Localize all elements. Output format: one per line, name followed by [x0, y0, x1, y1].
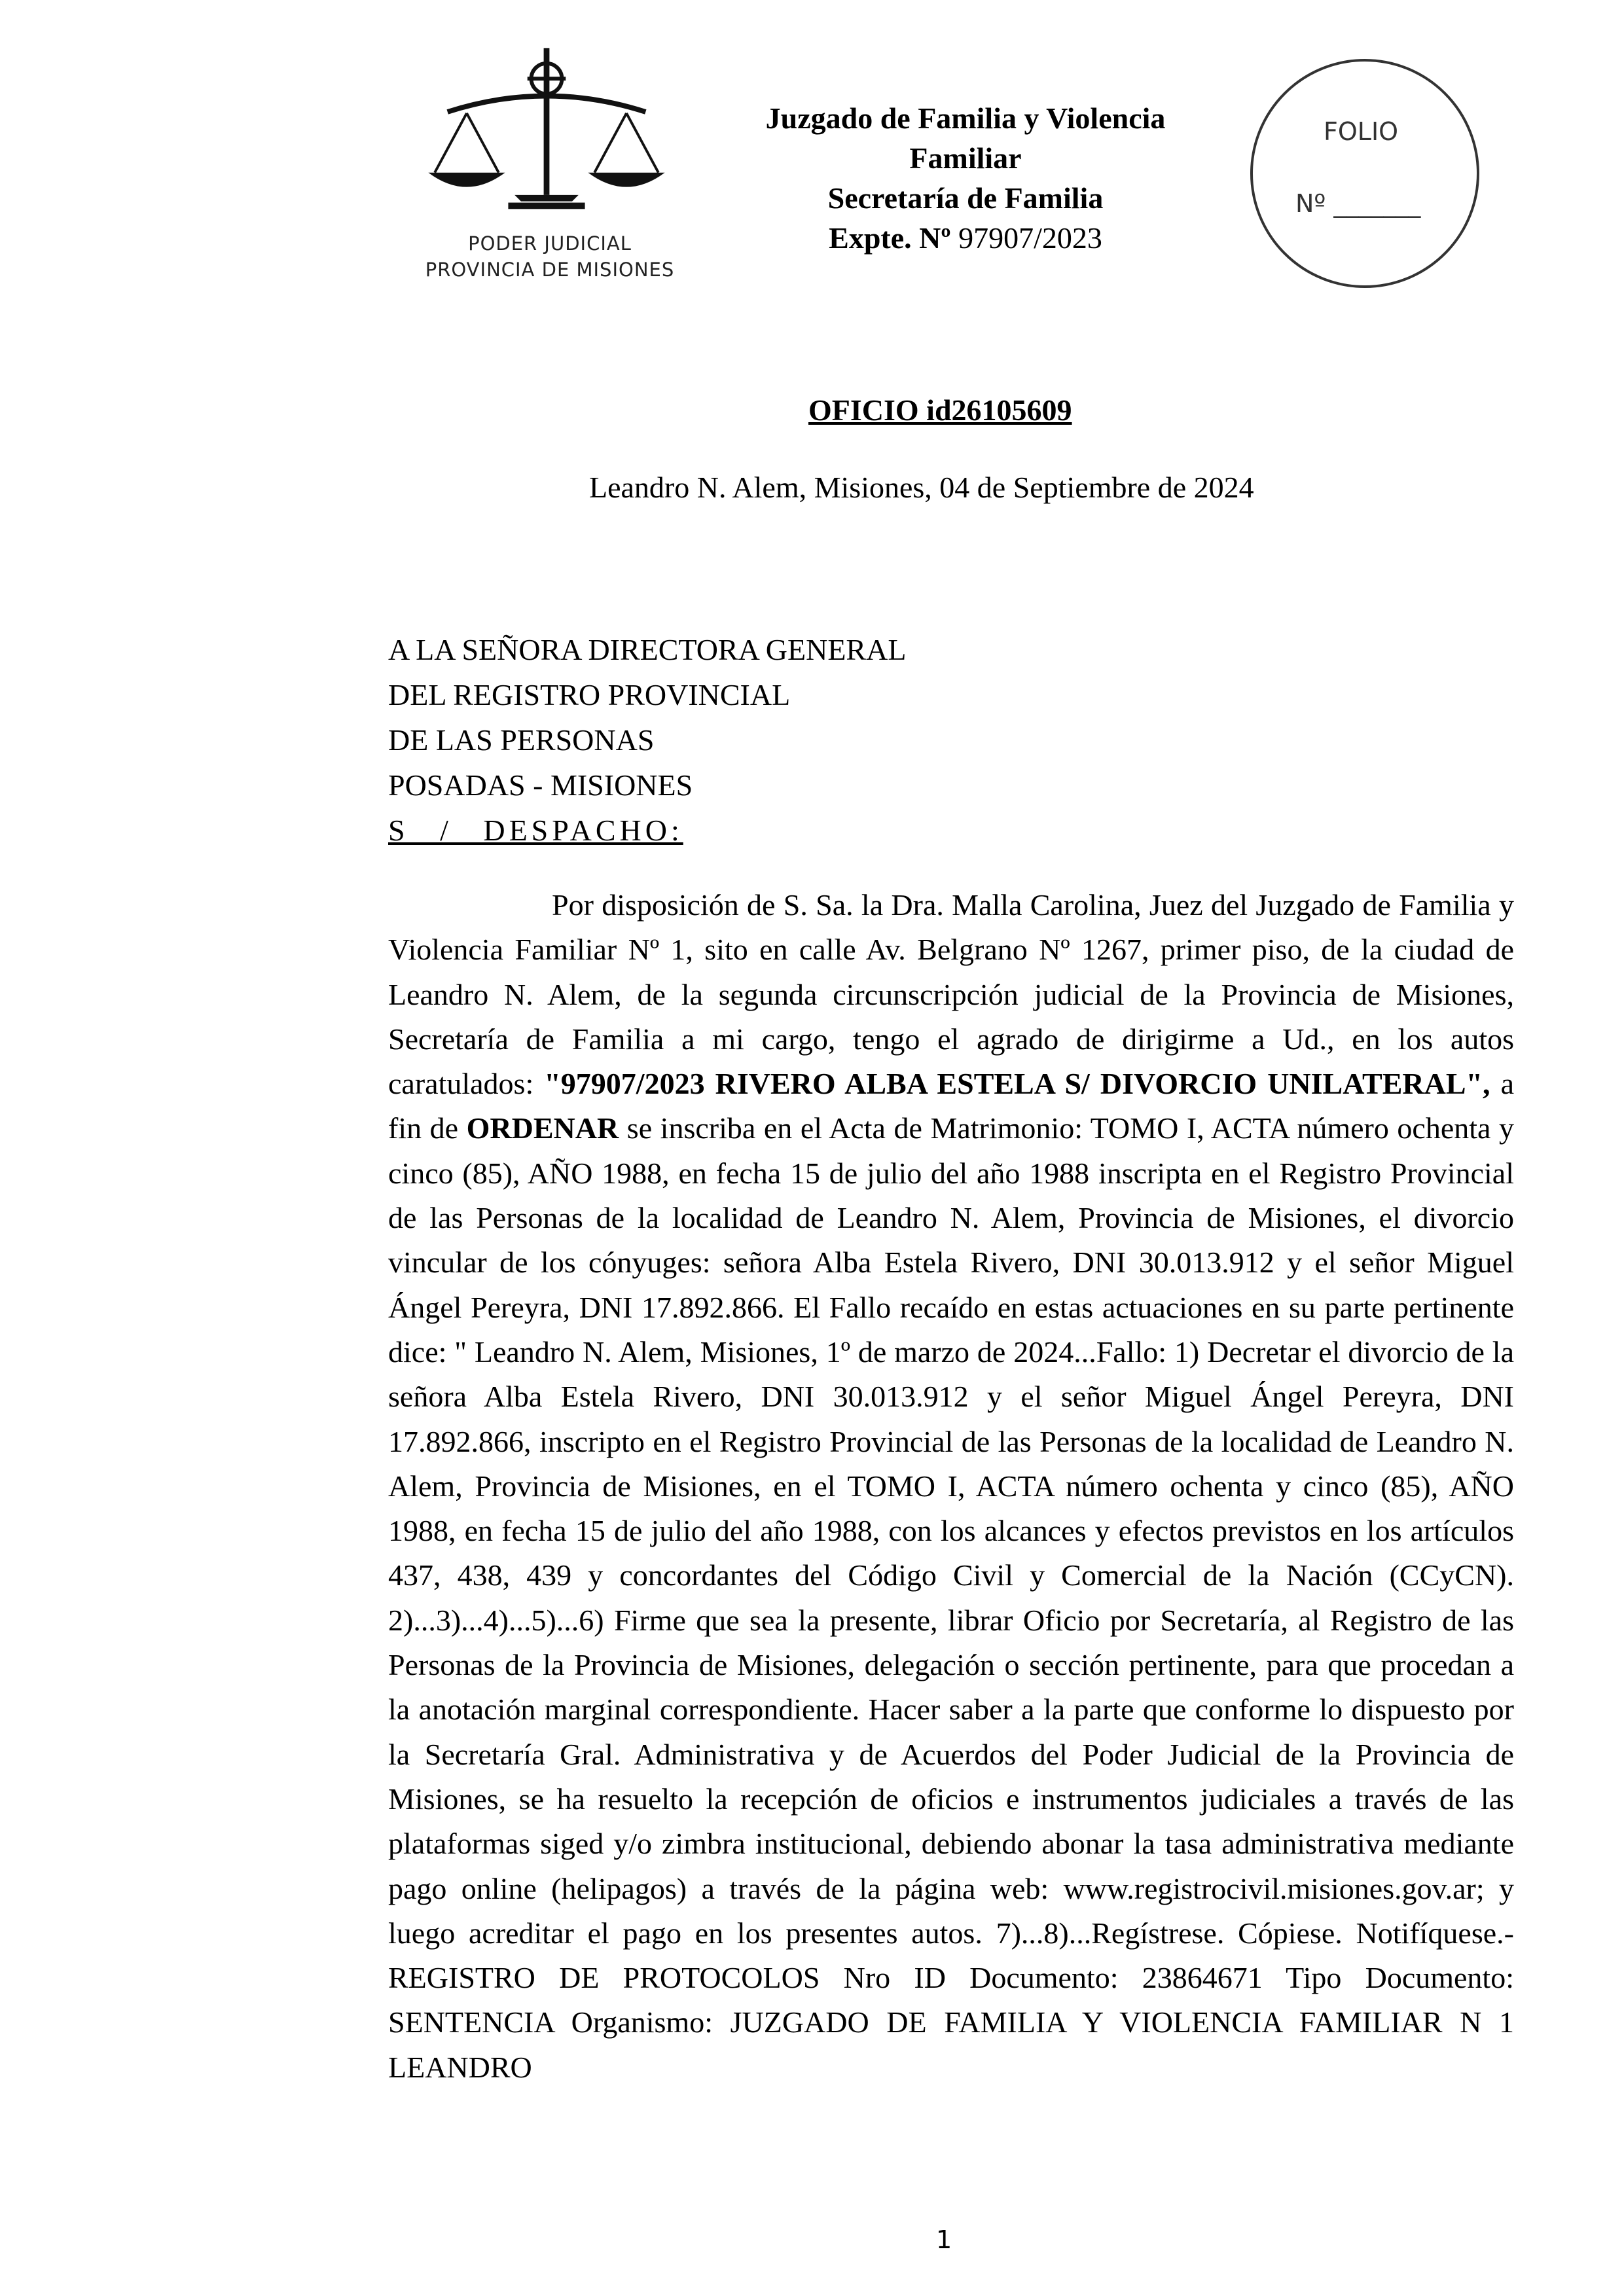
document-body	[388, 883, 1514, 2090]
order-word: ORDENAR	[466, 1111, 619, 1145]
case-title: "97907/2023 RIVERO ALBA ESTELA S/ DIVORCIO UNILATERAL",	[544, 1067, 1490, 1101]
despacho-line: S / DESPACHO:	[388, 814, 683, 847]
addressee-line: DEL REGISTRO PROVINCIAL	[388, 678, 791, 711]
folio-number-line: Nº _______	[1295, 189, 1421, 218]
place-date: Leandro N. Alem, Misiones, 04 de Septiembre de 2024	[589, 471, 1254, 504]
scales-of-justice-icon	[412, 39, 681, 236]
case-number-value: 97907/2023	[958, 221, 1102, 255]
case-number-label: Expte. Nº	[829, 221, 951, 255]
folio-stamp	[1250, 59, 1479, 288]
page-number: 1	[936, 2225, 952, 2254]
folio-label: FOLIO	[1324, 117, 1399, 146]
addressee-block	[388, 627, 906, 853]
logo-text-line1: PODER JUDICIAL	[468, 232, 632, 255]
addressee-line: DE LAS PERSONAS	[388, 723, 655, 757]
logo-text-line2: PROVINCIA DE MISIONES	[425, 259, 675, 281]
court-name-line1: Juzgado de Familia y Violencia	[765, 101, 1166, 135]
poder-judicial-logo	[412, 39, 681, 295]
court-heading	[687, 98, 1244, 258]
secretary-name: Secretaría de Familia	[827, 181, 1104, 215]
court-name-line2: Familiar	[909, 141, 1022, 175]
case-number-line	[687, 218, 1244, 258]
body-paragraph	[388, 883, 1514, 2090]
addressee-line: A LA SEÑORA DIRECTORA GENERAL	[388, 633, 907, 666]
body-main: se inscriba en el Acta de Matrimonio: TOMO I, ACTA número ochenta y cinco (85), AÑO 1988, en fecha 15 de julio del año 1988 inscripta en el Registro Provincial de las Personas de la localidad de Leandro N. Alem, Provincia de Misiones, el divorcio vincular de los cónyuges: señora Alba Estela Rivero, DNI 30.013.912 y el señor Miguel Ángel Pereyra, DNI 17.892.866. El Fallo recaído en estas actuaciones en su parte pertinente dice: " Leandro N. Alem, Misiones, 1º de marzo de 2024...Fallo: 1) Decretar el divorcio de la señora Alba Estela Rivero, DNI 30.013.912 y el señor Miguel Ángel Pereyra, DNI 17.892.866, inscripto en el Registro Provincial de las Personas de la localidad de Leandro N. Alem, Provincia de Misiones, en el TOMO I, ACTA número ochenta y cinco (85), AÑO 1988, en fecha 15 de julio del año 1988, con los alcances y efectos previstos en los artículos 437, 438, 439 y concordantes del Código Civil y Comercial de la Nación (CCyCN). 2)...3)...4)...5)...6) Firme que sea la presente, librar Oficio por Secretaría, al Registro de las Personas de la Provincia de Misiones, delegación o sección pertinente, para que procedan a la anotación marginal correspondiente. Hacer saber a la parte que conforme lo dispuesto por la Secretaría Gral. Administrativa y de Acuerdos del Poder Judicial de la Provincia de Misiones, se ha resuelto la recepción de oficios e instrumentos judiciales a través de las plataformas siged y/o zimbra institucional, debiendo abonar la tasa administrativa mediante pago online (helipagos) a través de la página web: www.registrocivil.misiones.gov.ar; y luego acreditar el pago en los presentes autos. 7)...8)...Regístrese. Cópiese. Notifíquese.-REGISTRO DE PROTOCOLOS Nro ID Documento: 23864671 Tipo Documento: SENTENCIA Organismo: JUZGADO DE FAMILIA Y VIOLENCIA FAMILIAR N 1 LEANDRO	[388, 1111, 1514, 2084]
body-intro: Por disposición de S. Sa. la Dra. Malla Carolina, Juez del Juzgado de Familia y Violencia Familiar Nº 1, sito en calle Av. Belgrano Nº 1267, primer piso, de la ciudad de Leandro N. Alem, de la segunda circunscripción judicial de la Provincia de Misiones, Secretaría de Familia a mi cargo, tengo el agrado de dirigirme a Ud., en los autos caratulados:	[388, 888, 1514, 1101]
body-connector: a fin de	[388, 1067, 1514, 1145]
addressee-line: POSADAS - MISIONES	[388, 768, 693, 802]
document-title: OFICIO id26105609	[808, 393, 1072, 427]
